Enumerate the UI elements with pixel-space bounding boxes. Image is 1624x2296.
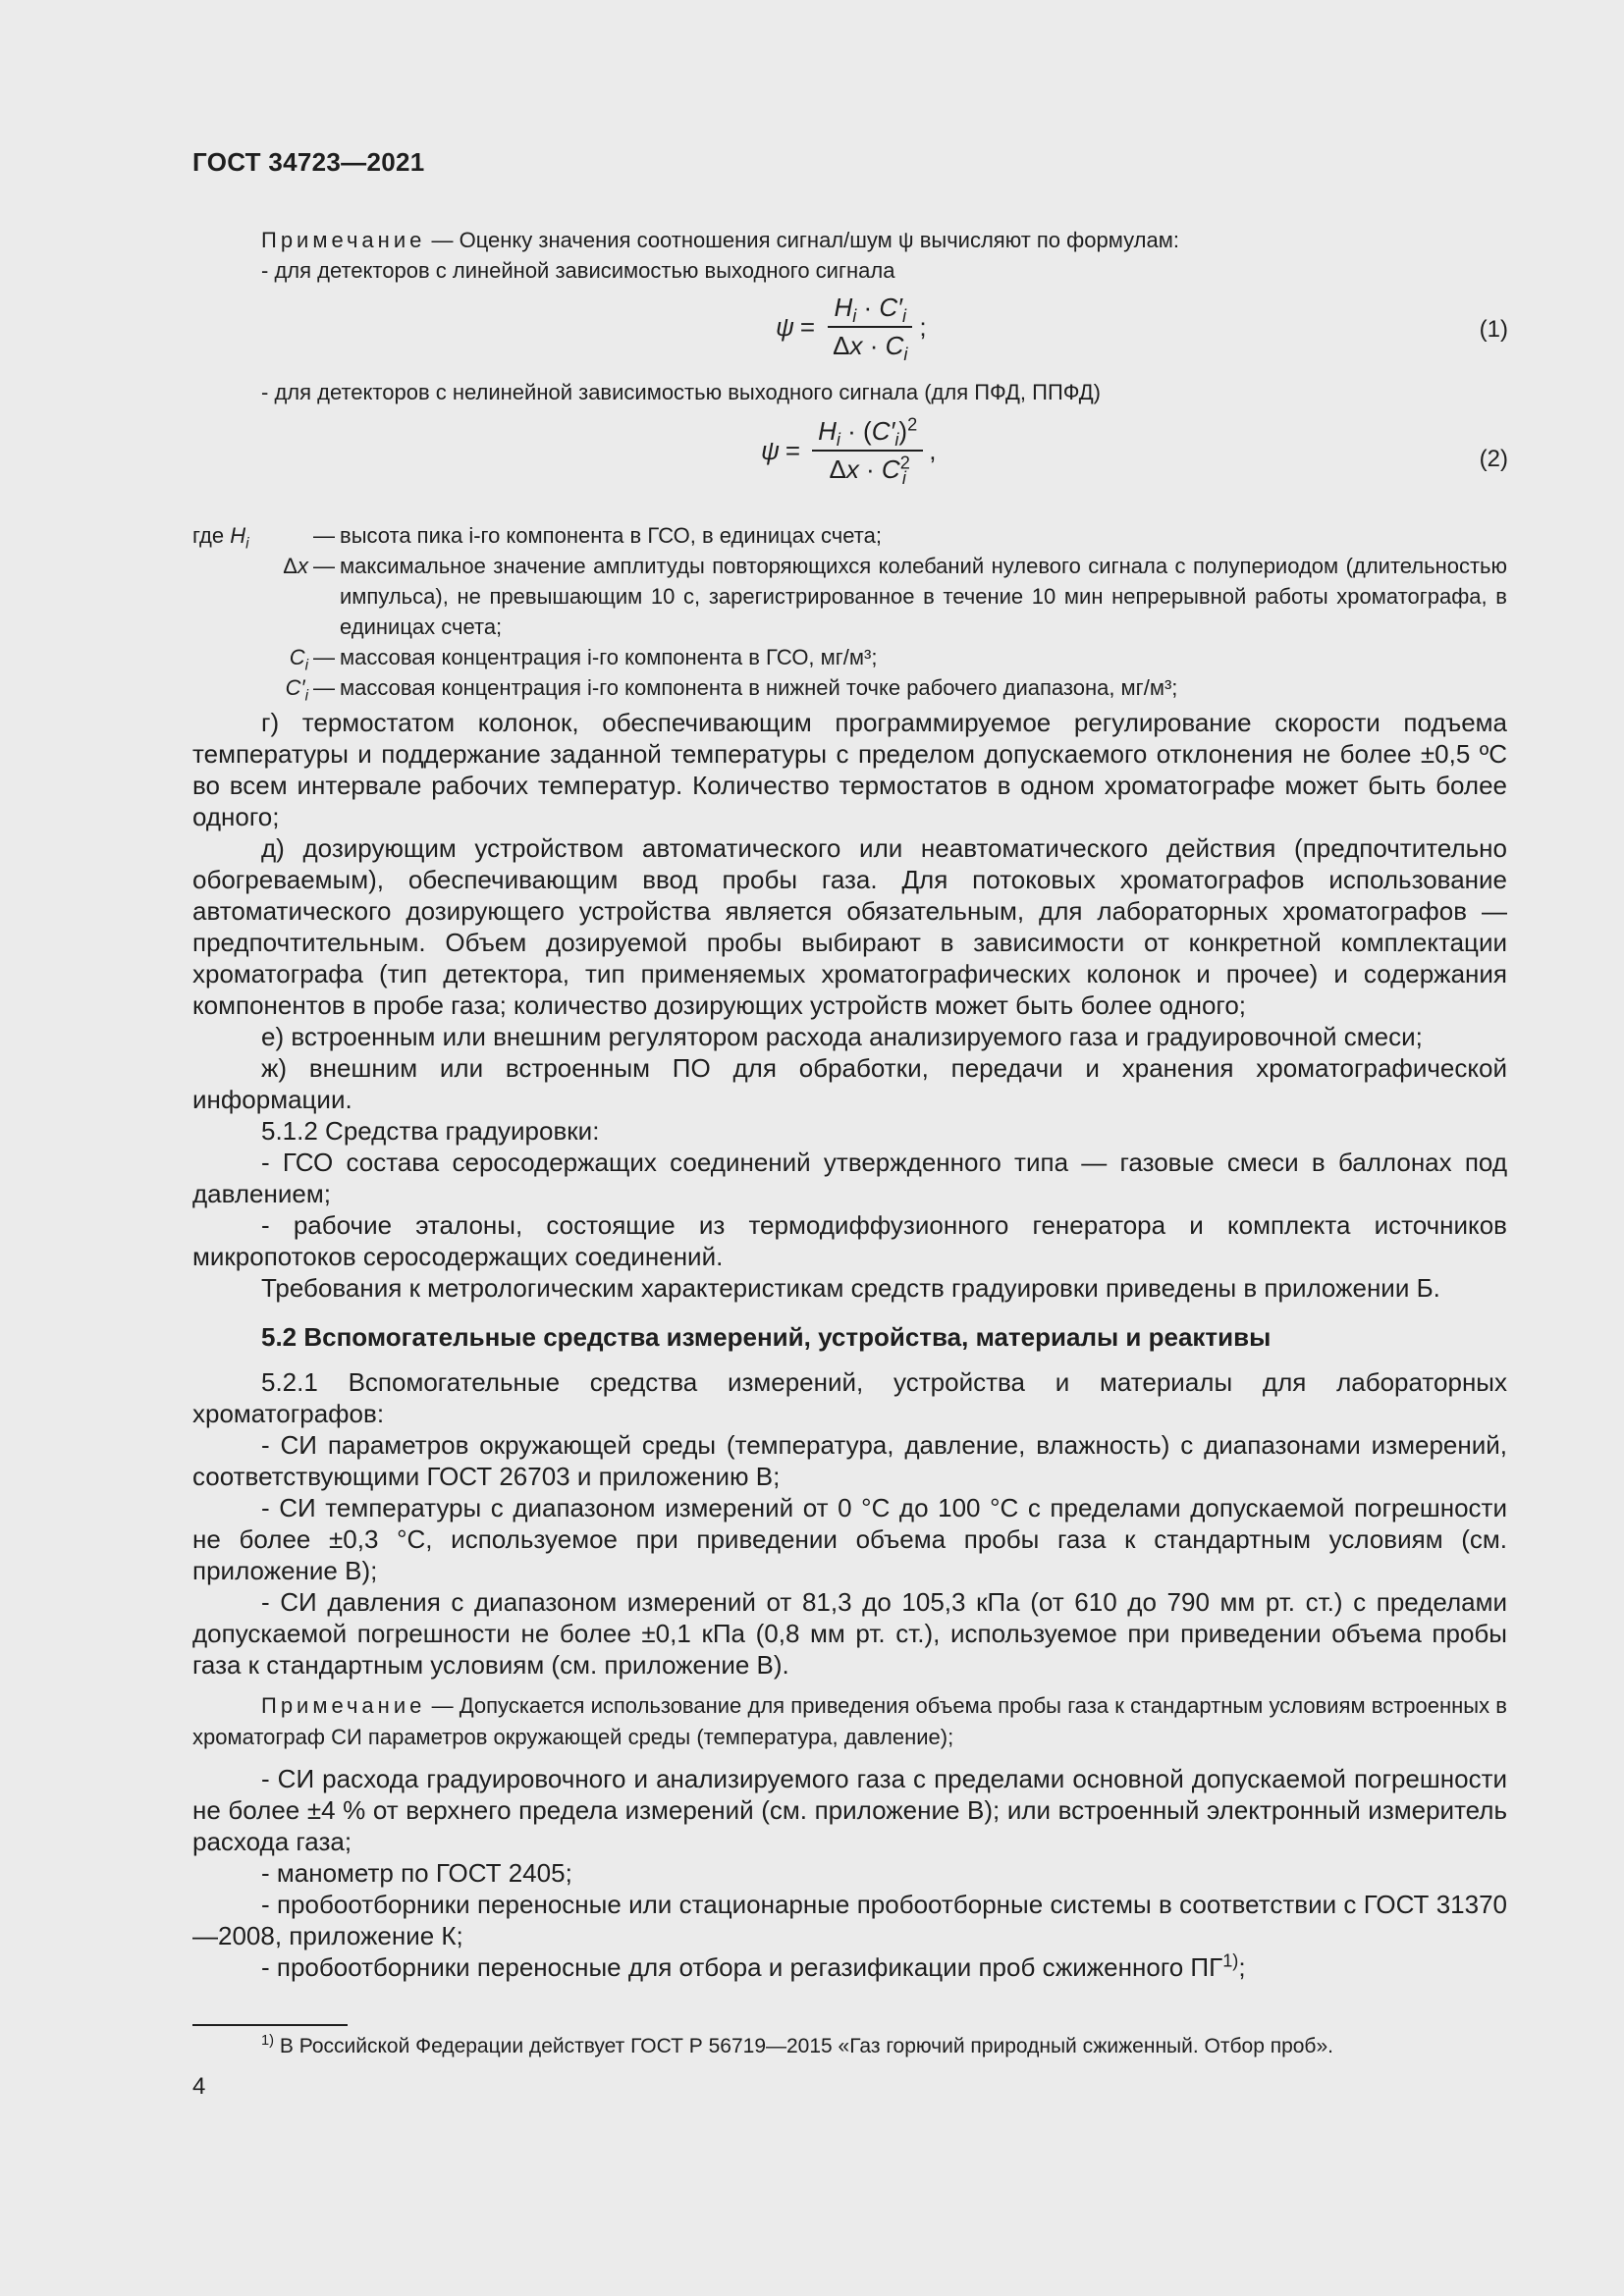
equation-number-2: (2): [1479, 446, 1508, 472]
item-samplers: - пробоотборники переносные или стационарные пробоотборные системы в соответствии с ГОСТ 31370—2008, приложение К;: [192, 1890, 1507, 1950]
formula-2: ψ = $\frac{H_i \cdot (C'_i)^2}{\Delta x \cdot C^2_i}$ ,: [761, 414, 937, 489]
legend-row: $C_i$ — массовая концентрация i-го компонента в ГСО, мг/м³;: [289, 645, 878, 674]
footnote-separator: [192, 2024, 348, 2026]
legend-row: Δx — максимальное значение амплитуды повторяющихся колебаний нулевого сигнала с полупериодом (длительностью импульса), не превышающим 10 с, зарегистрированное в течение 10 мин непрерывной работы хроматографа, в единицах счета;: [283, 554, 1507, 639]
section-5-2-1: 5.2.1 Вспомогательные средства измерений, устройства и материалы для лабораторных хроматографов:: [192, 1367, 1507, 1428]
body-text: [192, 707, 1507, 1983]
footnote: $^{1)}$ В Российской Федерации действует ГОСТ Р 56719—2015 «Газ горючий природный сжиженный. Отбор проб».: [261, 2033, 1333, 2057]
page-number: 4: [192, 2073, 206, 2100]
note-1: [261, 225, 1507, 256]
paragraph-zh: ж) внешним или встроенным ПО для обработки, передачи и хранения хроматографической информации.: [192, 1053, 1507, 1114]
item-etalon: - рабочие эталоны, состоящие из термодиффузионного генератора и комплекта источников микропотоков серосодержащих соединений.: [192, 1210, 1507, 1271]
note-item-nonlinear: - для детекторов с нелинейной зависимостью выходного сигнала (для ПФД, ППФД): [261, 380, 1102, 404]
note-item-linear: - для детекторов с линейной зависимостью выходного сигнала: [261, 258, 895, 283]
note-label: Примечание: [261, 228, 426, 252]
symbol-legend: [192, 520, 1507, 703]
section-5-1-2: 5.1.2 Средства градуировки:: [261, 1116, 600, 1146]
paragraph-g: г) термостатом колонок, обеспечивающим программируемое регулирование скорости подъема температуры и поддержание заданной температуры с пределом допускаемого отклонения не более ±0,5 ºС во всем интервале рабочих температур. Количество термостатов в одном хроматографе может быть более одного;: [192, 708, 1507, 831]
paragraph-d: д) дозирующим устройством автоматического или неавтоматического действия (предпочтительно обогреваемым), обеспечивающим ввод пробы газа. Для потоковых хроматографов использование автоматического дозирующего устройства является обязательным, для лабораторных хроматографов — предпочтительным. Объем дозируемой пробы выбирают в зависимости от конкретной комплектации хроматографа (тип детектора, тип применяемых хроматографических колонок и прочее) и содержания компонентов в пробе газа; количество дозирующих устройств может быть более одного;: [192, 833, 1507, 1020]
equation-number-1: (1): [1479, 316, 1508, 343]
formula-1: ψ = $\frac{H_i \cdot C'_i}{\Delta x \cdot C_i}$ ;: [776, 293, 927, 365]
item-si-flow: - СИ расхода градуировочного и анализируемого газа с пределами основной допускаемой погрешности не более ±4 % от верхнего предела измерений (см. приложение В); или встроенный электронный измеритель расхода газа;: [192, 1764, 1507, 1856]
item-lng-samplers: - пробоотборники переносные для отбора и регазификации проб сжиженного ПГ$^{1)}$;: [261, 1950, 1246, 1982]
item-si-pressure: - СИ давления с диапазоном измерений от 81,3 до 105,3 кПа (от 610 до 790 мм рт. ст.) с пределами допускаемой погрешности не более ±0,1 кПа (0,8 мм рт. ст.), используемое при приведении объема пробы газа к стандартным условиям (см. приложение В).: [192, 1587, 1507, 1680]
document-header: ГОСТ 34723—2021: [192, 147, 425, 177]
paragraph-e: е) встроенным или внешним регулятором расхода анализируемого газа и градуировочной смеси;: [261, 1022, 1423, 1051]
item-si-temperature: - СИ температуры с диапазоном измерений от 0 °С до 100 °С с пределами допускаемой погрешности не более ±0,3 °С, используемое при приведении объема пробы газа к стандартным условиям (см. приложение В);: [192, 1493, 1507, 1585]
legend-row: где $H_i$ — высота пика i-го компонента в ГСО, в единицах счета;: [192, 523, 882, 553]
section-heading-5-2: 5.2 Вспомогательные средства измерений, устройства, материалы и реактивы: [261, 1322, 1272, 1352]
item-manometer: - манометр по ГОСТ 2405;: [261, 1858, 572, 1888]
item-si-environment: - СИ параметров окружающей среды (температура, давление, влажность) с диапазонами измерений, соответствующими ГОСТ 26703 и приложению В;: [192, 1430, 1507, 1491]
legend-row: $C'_i$ — массовая концентрация i-го компонента в нижней точке рабочего диапазона, мг/м³;: [285, 675, 1178, 705]
note-2: Примечание — Допускается использование для приведения объема пробы газа к стандартным условиям встроенных в хроматограф СИ параметров окружающей среды (температура, давление);: [192, 1693, 1507, 1749]
note-text: — Оценку значения соотношения сигнал/шум ψ вычисляют по формулам:: [431, 228, 1179, 252]
footnote-ref: 1): [1222, 1950, 1239, 1971]
item-gso: - ГСО состава серосодержащих соединений утвержденного типа — газовые смеси в баллонах под давлением;: [192, 1148, 1507, 1208]
requirements-note: Требования к метрологическим характеристикам средств градуировки приведены в приложении Б.: [261, 1273, 1440, 1303]
